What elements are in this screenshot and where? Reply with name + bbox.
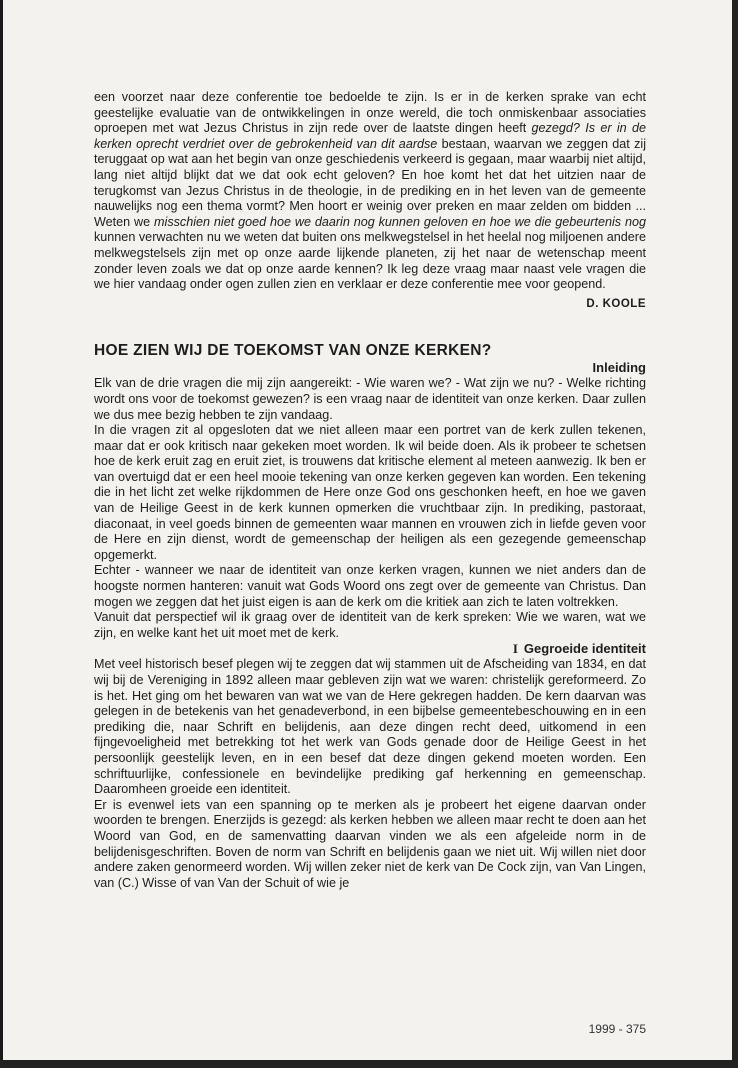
paragraph: Echter - wanneer we naar de identiteit van onze kerken vragen, kunnen we niet anders dan de hoogste normen hanteren: vanuit wat Gods Woord ons zegt over de gemeente van Christus. Dan mogen we zeggen dat het juist eigen is aan de kerk om die kritiek aan zich te laten voltrekken. <box>94 563 646 609</box>
scan-edge-bottom <box>0 1060 738 1068</box>
paragraph: Vanuit dat perspectief wil ik graag over de identiteit van de kerk spreken: Wie we waren, wat we zijn, en welke kant het uit moet met de kerk. <box>94 610 646 640</box>
paragraph: Met veel historisch besef plegen wij te zeggen dat wij stammen uit de Afscheiding van 1834, en dat wij bij de Vereniging in 1892 alleen maar gebleven zijn wat we waren: christelijk gereformeerd. Zo is het. Het ging om het bewaren van wat we van de Here gekregen hadden. De kern daarvan was gelegen in de betekenis van het genadeverbond, in een bijbelse gemeentebeschouwing en in een prediking die, naar Schrift en belijdenis, aan deze dingen recht deed, uitkomend in een fijngevoeligheid met betrekking tot het werk van Gods genade door de Heilige Geest in het persoonlijk geestelijk leven, en in een besef dat deze dingen gekend moeten worden. Een schriftuurlijke, confessionele en bevindelijke prediking gaf herkenning en gemeenschap. Daaromheen groeide een identiteit. <box>94 657 646 797</box>
page-number: 1999 - 375 <box>588 1022 646 1036</box>
intro-italic-2: misschien niet goed hoe we daarin nog kunnen geloven en hoe we die gebeurtenis nog <box>154 214 646 229</box>
section-number: I <box>512 641 518 657</box>
intro-italic-1: gezegd? Is er in de kerken oprecht verdriet over de gebrokenheid van dit aardse <box>94 121 646 151</box>
author-signature: D. KOOLE <box>586 297 646 310</box>
intro-text-1: een voorzet naar deze conferentie toe bedoelde te zijn. Is er in de kerken sprake van echt geestelijke evaluatie van de ontwikkelingen in onze wereld, die toch onmiskenbaar associaties oproepen met wat Jezus Christus in zijn rede over de laatste dingen heeft <box>94 90 646 136</box>
scan-edge-right <box>732 0 738 1068</box>
paragraph: Er is evenwel iets van een spanning op te merken als je probeert het eigene daarvan onder woorden te brengen. Enerzijds is gezegd: als kerken hebben we alleen maar recht te doen aan het Woord van God, en de samenvatting daarvan vinden we als een afgeleide norm in de belijdenisgeschriften. Boven de norm van Schrift en belijdenis gaan we niet uit. Wij willen niet door andere zaken genormeerd worden. Wij willen zeker niet de kerk van De Cock zijn, van Van Lingen, van (C.) Wisse of van Van der Schuit of wie je <box>94 797 646 890</box>
section-title: Gegroeide identiteit <box>523 641 646 657</box>
scan-edge-left <box>0 0 3 1068</box>
article-title: HOE ZIEN WIJ DE TOEKOMST VAN ONZE KERKEN? <box>94 342 492 360</box>
intro-text-2: bestaan, waarvan we zeggen dat zij teruggaat op wat aan het begin van onze geschiedenis verkeerd is gegaan, maar waarbij niet altijd, lang niet altijd blijkt dat we dat ook echt geloven? En hoe komt het dat het uitzien naar de terugkomst van Jezus Christus in de theologie, in de prediking en in het leven van de gemeente nauwelijks nog een thema vormt? Men hoort er weinig over preken en maar zelden om bidden ... Weten we <box>94 136 646 229</box>
intro-paragraph <box>94 90 646 293</box>
subheading-inleiding: Inleiding <box>592 360 646 376</box>
intro-text-3: kunnen verwachten nu we weten dat buiten ons melkwegstelsel in het heelal nog miljoenen andere melkwegstelsels zijn met op onze aarde lijkende planeten, zij het naar de wetenschap meent zonder leven zoals we dat op onze aarde kennen? Ik leg deze vraag maar naast vele vragen die we hier vandaag onder ogen zullen zien en verklaar er deze conferentie mee voor geopend. <box>94 230 646 292</box>
paragraph: Elk van de drie vragen die mij zijn aangereikt: - Wie waren we? - Wat zijn we nu? - Welke richting wordt ons voor de toekomst gewezen? is een vraag naar de identiteit van onze kerken. Daar zullen we dus mee bezig hebben te zijn vandaag. <box>94 376 646 422</box>
paragraph: In die vragen zit al opgesloten dat we niet alleen maar een portret van de kerk zullen tekenen, maar dat er ook kritisch naar gekeken moet worden. Ik wil beide doen. Als ik probeer te schetsen hoe de kerk eruit zag en eruit ziet, is trouwens dat kritische element al meteen aanwezig. Ik ben er van overtuigd dat er een heel mooie tekening van onze kerken gegeven kan worden. Een tekening die in het licht zet welke rijkdommen de Here onze God ons geschonken heeft, en hoe we gaven van de Heilige Geest in de kerk kunnen opmerken die vruchtbaar zijn. In prediking, pastoraat, diaconaat, in veel goeds binnen de gemeenten waar mannen en vrouwen zich in liefde geven voor de Here en zijn dienst, wordt de gemeenschap der heiligen als een gezegende gemeenschap opgemerkt. <box>94 423 646 562</box>
document-body <box>94 90 646 891</box>
subheading-section <box>94 641 646 657</box>
